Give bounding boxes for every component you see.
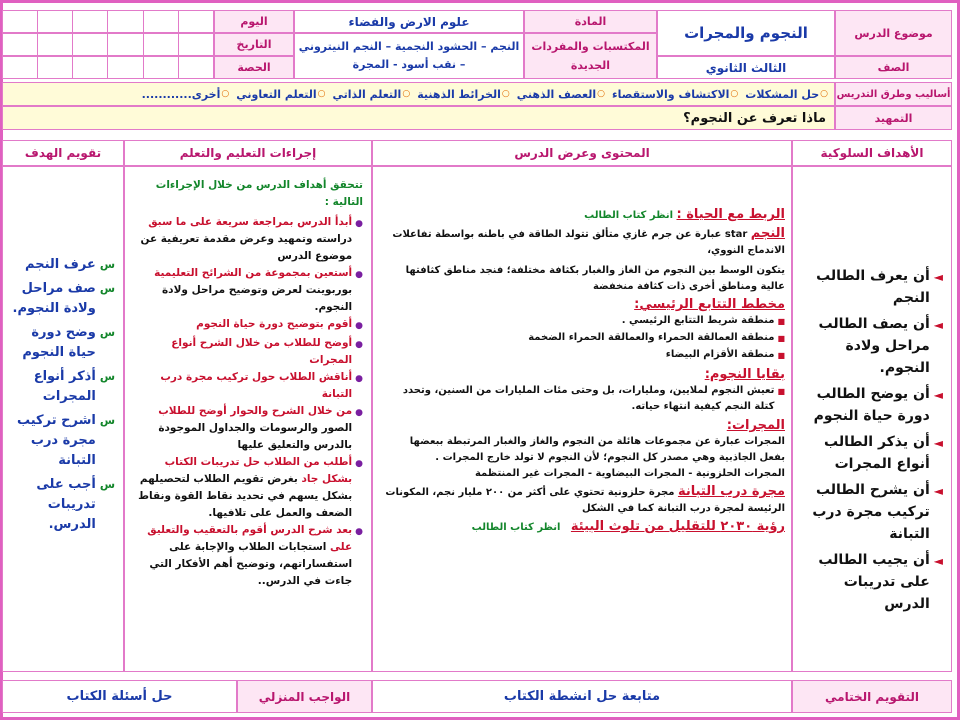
subject-label: المادة	[524, 10, 657, 33]
day-label: اليوم	[214, 10, 294, 33]
goal-item: ◄ أن يوضح الطالب دورة حياة النجوم	[813, 386, 943, 424]
arrow-left-icon: ◄	[933, 484, 943, 498]
method-item: ○ حل المشكلات	[745, 87, 828, 101]
goals-column	[792, 166, 952, 672]
acquisitions-label	[524, 33, 657, 79]
lesson-topic-label: موضوع الدرس	[835, 10, 952, 56]
acquisitions-label-text: المكتسبات والمفردات	[531, 40, 650, 53]
star-line	[381, 226, 785, 259]
grade-label: الصف	[835, 56, 952, 79]
remnants-title: بقايا النجوم:	[704, 367, 785, 382]
circle-icon: ○	[221, 89, 230, 99]
procedure-step: ● أوضح للطلاب من خلال الشرح أنواع المجرات	[133, 335, 363, 369]
arrow-left-icon: ◄	[933, 554, 943, 568]
procedures-column	[124, 166, 372, 672]
circle-icon: ○	[820, 89, 828, 99]
star-title: النجم	[750, 226, 785, 241]
evaluation-item: س صف مراحل ولادة النجوم.	[12, 281, 115, 316]
procedure-step: ● أبدأ الدرس بمراجعة سريعة على ما سبق دراسته وتمهيد وعرض مقدمة تعريفية عن موضوع الدرس	[133, 214, 363, 265]
vocab-line-2: – نقب أسود - المجرة	[352, 58, 466, 71]
life-link-ref: انظر كتاب الطالب	[584, 210, 673, 221]
subject-value: علوم الارض والفضاء	[294, 10, 524, 33]
arrow-left-icon: ◄	[933, 318, 943, 332]
evaluation-item: س وضح دورة حياة النجوم	[22, 325, 115, 360]
goal-item: ◄ أن يذكر الطالب أنواع المجرات	[824, 434, 943, 472]
intro-label: التمهيد	[835, 106, 952, 130]
procedure-step: ● أطلب من الطلاب حل تدريبات الكتاب بشكل جاد بغرض تقويم الطلاب لتحصيلهم بشكل يسهم في تحديد نقاط القوة ونقاط الضعف والعمل على تلافيها.	[133, 454, 363, 522]
circle-icon: ○	[402, 89, 411, 99]
evaluation-item: س أجب على تدريبات الدرس.	[36, 477, 115, 532]
bullet-icon: ●	[355, 408, 363, 418]
circle-icon: ○	[317, 89, 326, 99]
procedure-step: ● أستعين بمجموعة من الشرائح التعليمية بوربوينت لعرض وتوضيح مراحل ولادة النجوم.	[133, 265, 363, 316]
square-bullet-icon: ■	[777, 387, 785, 396]
goals-header: الأهداف السلوكية	[792, 140, 952, 166]
arrow-left-icon: ◄	[933, 270, 943, 284]
star-birth: يتكون الوسط بين النجوم من الغاز والغبار بكثافة مختلفة؛ فنجد مناطق كثافتها عالية ومناطق أخرى ذات كثافة منخفضة	[405, 265, 785, 292]
galaxies-def: المجرات عبارة عن مجموعات هائلة من النجوم والغاز والغبار المرتبطة ببعضها بفعل الجاذبية وهي مصدر كل النجوم؛ لأن النجوم لا تولد خارج المجرات .	[409, 436, 785, 463]
life-link-title: الربط مع الحياة :	[676, 207, 785, 222]
goal-item: ◄ أن يعرف الطالب النجم	[816, 268, 943, 306]
vision-title: رؤية ٢٠٣٠ للتقليل من تلوث البيئة	[570, 519, 785, 534]
remnants-item: ■ تعيش النجوم لملايين، ومليارات، بل وحتى مئات المليارات من السنين، وتحدد كتلة النجم كيفية انتهاء حياته.	[381, 383, 785, 415]
goal-item: ◄ أن يجيب الطالب على تدريبات الدرس	[818, 552, 943, 612]
period-cells	[2, 56, 214, 79]
procedures-header: إجراءات التعليم والتعلم	[124, 140, 372, 166]
bullet-icon: ●	[355, 459, 363, 469]
final-eval-label: التقويم الختامي	[792, 680, 952, 713]
square-bullet-icon: ■	[777, 334, 785, 343]
method-item: ○ العصف الذهني	[516, 87, 606, 101]
final-eval-value: متابعة حل انشطة الكتاب	[372, 680, 792, 713]
content-column	[372, 166, 792, 672]
arrow-left-icon: ◄	[933, 436, 943, 450]
main-seq-item: ■ منطقة العمالقة الحمراء والعمالقة الحمراء الضخمة	[381, 330, 785, 347]
milkyway-line	[381, 484, 785, 517]
bullet-icon: ●	[355, 527, 363, 537]
bullet-icon: ●	[355, 321, 363, 331]
procedure-step: ● أقوم بتوضيح دورة حياة النجوم	[133, 316, 363, 335]
bullet-icon: ●	[355, 270, 363, 280]
day-cells	[2, 10, 214, 33]
content-header: المحتوى وعرض الدرس	[372, 140, 792, 166]
circle-icon: ○	[597, 89, 606, 99]
main-seq-item: ■ منطقة شريط التتابع الرئيسي .	[381, 313, 785, 330]
procedure-step: ● من خلال الشرح والحوار أوضح للطلاب الصور والرسومات والجداول الموجودة بالدرس والتعليق عليها	[133, 403, 363, 454]
life-link-line	[381, 207, 785, 224]
square-bullet-icon: ■	[777, 317, 785, 326]
galaxies-title: المجرات:	[726, 418, 785, 433]
vision-line	[381, 519, 785, 536]
vision-ref: انظر كتاب الطالب	[471, 522, 561, 533]
intro-question: ماذا تعرف عن النجوم؟	[2, 106, 835, 130]
star-def: star عبارة عن جرم غازي متألق تتولد الطاقة في باطنه بواسطة تفاعلات الاندماج النووي،	[392, 229, 785, 256]
circle-icon: ○	[501, 89, 510, 99]
procedure-step: ● أناقش الطلاب حول تركيب مجرة درب التبانة	[133, 369, 363, 403]
method-item: ○ التعلم الذاتي	[332, 87, 411, 101]
circle-icon: ○	[730, 89, 739, 99]
goal-item: ◄ أن يشرح الطالب تركيب مجرة درب التبانة	[812, 482, 943, 542]
galaxies-types: المجرات الحلزونية - المجرات البيضاوية - المجرات غير المنتظمة	[474, 468, 785, 479]
date-cells	[2, 33, 214, 56]
main-seq-item: ■ منطقة الأقزام البيضاء	[381, 347, 785, 364]
new-label-text: الجديدة	[570, 59, 611, 72]
procedure-step: ● بعد شرح الدرس أقوم بالتعقيب والتعليق على استجابات الطلاب والإجابة على استفساراتهم، وتوضيح أهم الأفكار التي جاءت في الدرس..	[133, 522, 363, 590]
grade-value: الثالث الثانوي	[657, 56, 835, 79]
method-item: ○ الاكتشاف والاستقصاء	[612, 87, 739, 101]
method-item: ○ أخرى............	[141, 87, 230, 101]
evaluation-item: س اشرح تركيب مجرة درب التبانة	[16, 413, 115, 468]
lesson-topic-value: النجوم والمجرات	[657, 10, 835, 56]
methods-list	[2, 82, 835, 106]
bullet-icon: ●	[355, 374, 363, 384]
period-label: الحصة	[214, 56, 294, 79]
date-label: التاريخ	[214, 33, 294, 56]
homework-value: حل أسئلة الكتاب	[2, 680, 237, 713]
evaluation-header: تقويم الهدف	[2, 140, 124, 166]
bullet-icon: ●	[355, 340, 363, 350]
homework-label: الواجب المنزلي	[237, 680, 372, 713]
bullet-icon: ●	[355, 219, 363, 229]
methods-label: أساليب وطرق التدريس	[835, 82, 952, 106]
evaluation-item: س أذكر أنواع المجرات	[33, 369, 115, 404]
method-item: ○ التعلم التعاوني	[236, 87, 326, 101]
vocab-line-1: النجم – الحشود النجمية – النجم النيتروني	[298, 40, 520, 53]
square-bullet-icon: ■	[777, 351, 785, 360]
evaluation-column	[2, 166, 124, 672]
evaluation-item: س عرف النجم	[25, 257, 115, 272]
procedures-intro: تتحقق أهداف الدرس من خلال الإجراءات التالية :	[155, 179, 363, 208]
goal-item: ◄ أن يصف الطالب مراحل ولادة النجوم.	[818, 316, 943, 376]
main-seq-title: مخطط التتابع الرئيسي:	[634, 297, 785, 312]
arrow-left-icon: ◄	[933, 388, 943, 402]
method-item: ○ الخرائط الذهنية	[417, 87, 510, 101]
vocab-value	[294, 33, 524, 79]
milkyway-title: مجرة درب التبانة	[677, 484, 785, 499]
milkyway-text: مجرة حلزونية تحتوي على أكثر من ٢٠٠ مليار نجم، المكونات الرئيسة لمجرة درب التبانة كما في الشكل	[385, 487, 785, 514]
